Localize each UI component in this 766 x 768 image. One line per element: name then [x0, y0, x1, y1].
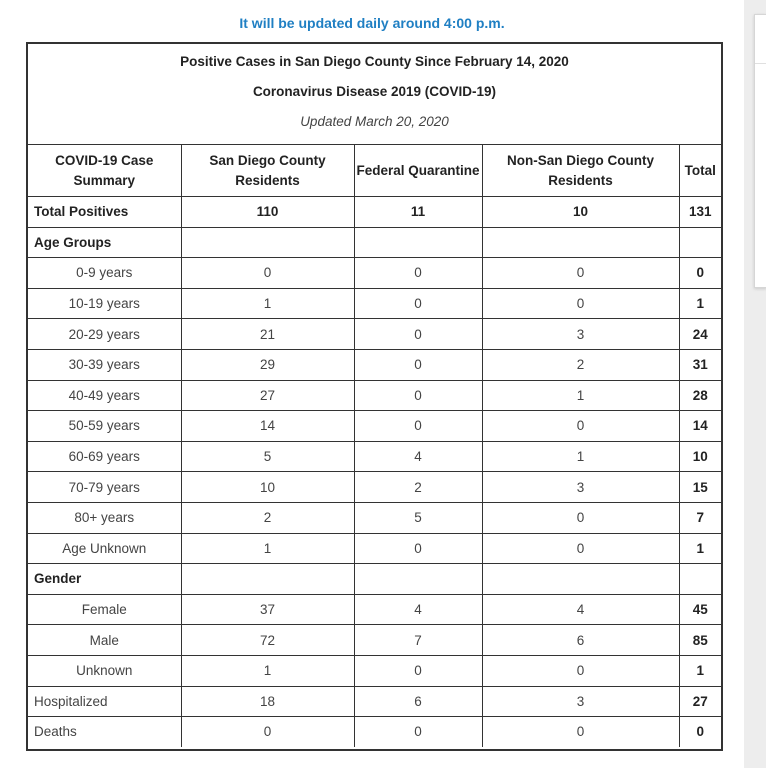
- cell-sd-residents: 10: [181, 472, 354, 503]
- row-label: Female: [28, 594, 181, 625]
- table-row: [28, 564, 721, 595]
- column-header-federal-quarantine: Federal Quarantine: [354, 145, 482, 197]
- cell-federal-quarantine: 4: [354, 441, 482, 472]
- cell-non-sd-residents: 6: [482, 625, 679, 656]
- cell-sd-residents: 1: [181, 655, 354, 686]
- cell-sd-residents: 14: [181, 411, 354, 442]
- row-label: Male: [28, 625, 181, 656]
- table-row: [28, 655, 721, 686]
- cell-total: 10: [679, 441, 721, 472]
- table-row: [28, 411, 721, 442]
- row-label: Hospitalized: [28, 686, 181, 717]
- cell-federal-quarantine: 2: [354, 472, 482, 503]
- row-label: Deaths: [28, 717, 181, 747]
- cell-total: 28: [679, 380, 721, 411]
- cell-total: 7: [679, 502, 721, 533]
- updated-date: Updated March 20, 2020: [300, 114, 449, 129]
- cell-sd-residents: 0: [181, 258, 354, 289]
- cell-total: 15: [679, 472, 721, 503]
- cell-non-sd-residents: 3: [482, 472, 679, 503]
- table-title: Positive Cases in San Diego County Since February 14, 2020: [180, 54, 569, 69]
- row-label: Total Positives: [28, 197, 181, 228]
- row-label: 40-49 years: [28, 380, 181, 411]
- column-header-non-sd-residents: Non-San Diego County Residents: [482, 145, 679, 197]
- cell-non-sd-residents: 0: [482, 258, 679, 289]
- cell-federal-quarantine: 0: [354, 655, 482, 686]
- cell-federal-quarantine: 0: [354, 319, 482, 350]
- table-row: [28, 380, 721, 411]
- row-label: 30-39 years: [28, 349, 181, 380]
- table-row: [28, 594, 721, 625]
- cell-non-sd-residents: 0: [482, 533, 679, 564]
- cell-federal-quarantine: 0: [354, 349, 482, 380]
- cell-non-sd-residents: 10: [482, 197, 679, 228]
- cell-non-sd-residents: 1: [482, 380, 679, 411]
- table-row: [28, 502, 721, 533]
- table-row: [28, 319, 721, 350]
- table-row: [28, 472, 721, 503]
- cell-non-sd-residents: 0: [482, 655, 679, 686]
- row-label: Age Unknown: [28, 533, 181, 564]
- table-row: [28, 441, 721, 472]
- cell-total: 27: [679, 686, 721, 717]
- row-label: 10-19 years: [28, 288, 181, 319]
- cell-sd-residents: [181, 564, 354, 595]
- cell-federal-quarantine: 6: [354, 686, 482, 717]
- cell-non-sd-residents: 3: [482, 686, 679, 717]
- sidebar-card-divider: [755, 63, 766, 64]
- row-label: 70-79 years: [28, 472, 181, 503]
- row-label: 0-9 years: [28, 258, 181, 289]
- cell-federal-quarantine: 0: [354, 717, 482, 747]
- table-row: [28, 197, 721, 228]
- cell-total: [679, 227, 721, 258]
- table-row: [28, 349, 721, 380]
- cell-total: 1: [679, 288, 721, 319]
- column-header-total: Total: [679, 145, 721, 197]
- table-subtitle: Coronavirus Disease 2019 (COVID-19): [252, 84, 497, 99]
- cell-sd-residents: 21: [181, 319, 354, 350]
- cell-federal-quarantine: 0: [354, 533, 482, 564]
- cell-non-sd-residents: 4: [482, 594, 679, 625]
- cell-non-sd-residents: 0: [482, 717, 679, 747]
- row-label: 50-59 years: [28, 411, 181, 442]
- cell-sd-residents: 37: [181, 594, 354, 625]
- cell-federal-quarantine: 0: [354, 411, 482, 442]
- cell-sd-residents: 27: [181, 380, 354, 411]
- cell-total: 1: [679, 655, 721, 686]
- row-label: Unknown: [28, 655, 181, 686]
- cell-non-sd-residents: 1: [482, 441, 679, 472]
- table-row: [28, 227, 721, 258]
- cell-total: 85: [679, 625, 721, 656]
- cell-total: 45: [679, 594, 721, 625]
- sidebar-card-edge: [754, 14, 766, 288]
- cell-total: [679, 564, 721, 595]
- column-header-sd-residents: San Diego County Residents: [181, 145, 354, 197]
- cell-total: 1: [679, 533, 721, 564]
- case-summary-table: [28, 145, 721, 747]
- update-notice: It will be updated daily around 4:00 p.m.: [239, 15, 505, 31]
- table-row: [28, 686, 721, 717]
- cell-federal-quarantine: 0: [354, 288, 482, 319]
- cell-non-sd-residents: 2: [482, 349, 679, 380]
- cell-federal-quarantine: 7: [354, 625, 482, 656]
- cell-non-sd-residents: 3: [482, 319, 679, 350]
- cell-non-sd-residents: [482, 227, 679, 258]
- row-label: Gender: [28, 564, 181, 595]
- cell-total: 31: [679, 349, 721, 380]
- row-label: 80+ years: [28, 502, 181, 533]
- cell-sd-residents: [181, 227, 354, 258]
- cell-non-sd-residents: [482, 564, 679, 595]
- cell-sd-residents: 5: [181, 441, 354, 472]
- cell-sd-residents: 0: [181, 717, 354, 747]
- cell-sd-residents: 1: [181, 288, 354, 319]
- table-row: [28, 533, 721, 564]
- table-row: [28, 258, 721, 289]
- cell-federal-quarantine: 0: [354, 380, 482, 411]
- cell-non-sd-residents: 0: [482, 411, 679, 442]
- row-label: 20-29 years: [28, 319, 181, 350]
- cell-sd-residents: 2: [181, 502, 354, 533]
- row-label: 60-69 years: [28, 441, 181, 472]
- table-row: [28, 717, 721, 747]
- cell-federal-quarantine: 4: [354, 594, 482, 625]
- cell-federal-quarantine: 0: [354, 258, 482, 289]
- column-header-row: [28, 145, 721, 197]
- cell-sd-residents: 1: [181, 533, 354, 564]
- row-label: Age Groups: [28, 227, 181, 258]
- cell-total: 24: [679, 319, 721, 350]
- cell-federal-quarantine: 11: [354, 197, 482, 228]
- cell-non-sd-residents: 0: [482, 502, 679, 533]
- table-header: [28, 44, 721, 145]
- cell-federal-quarantine: 5: [354, 502, 482, 533]
- cell-sd-residents: 29: [181, 349, 354, 380]
- cell-total: 0: [679, 717, 721, 747]
- covid-summary-box: [26, 42, 723, 751]
- cell-total: 0: [679, 258, 721, 289]
- cell-federal-quarantine: [354, 227, 482, 258]
- cell-federal-quarantine: [354, 564, 482, 595]
- cell-sd-residents: 110: [181, 197, 354, 228]
- column-header-summary: COVID-19 Case Summary: [28, 145, 181, 197]
- cell-sd-residents: 72: [181, 625, 354, 656]
- cell-sd-residents: 18: [181, 686, 354, 717]
- table-row: [28, 288, 721, 319]
- cell-non-sd-residents: 0: [482, 288, 679, 319]
- cell-total: 131: [679, 197, 721, 228]
- cell-total: 14: [679, 411, 721, 442]
- table-row: [28, 625, 721, 656]
